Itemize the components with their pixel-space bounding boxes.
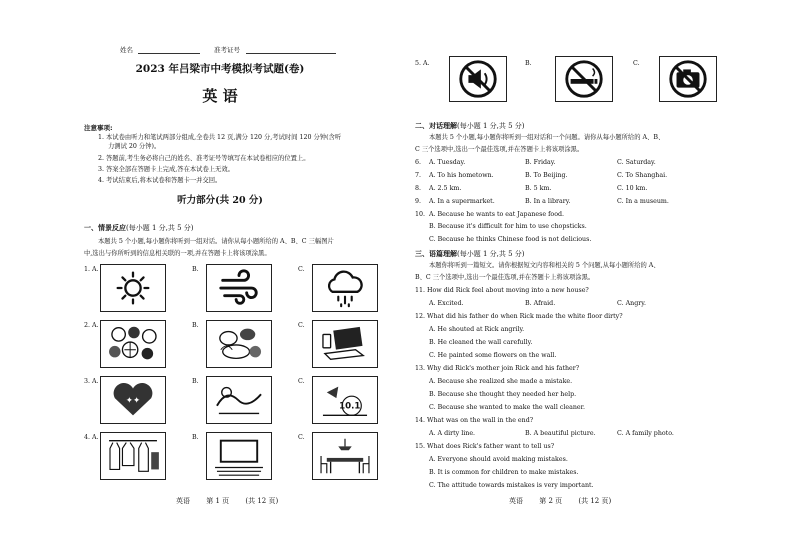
q7-number: 7. <box>415 172 422 179</box>
q1-c-label: C. <box>298 266 305 273</box>
q7-option-c[interactable]: C. To Shanghai. <box>617 172 668 179</box>
listening-part-title: 听力部分(共 20 分) <box>177 195 263 206</box>
q2-a-label: 2. A. <box>84 322 99 329</box>
notice-item: 力测试 20 分钟)。 <box>108 143 161 150</box>
footer-page-number: 第 1 页 <box>206 497 230 505</box>
q13-option-c[interactable]: C. Because she wanted to make the wall cleaner. <box>429 404 585 411</box>
svg-text:✦✦: ✦✦ <box>125 395 141 406</box>
footer-page1 <box>176 497 278 505</box>
q10-option-b[interactable]: B. Because it's difficult for him to use chopsticks. <box>429 223 587 230</box>
q4-option-b-screen[interactable] <box>206 432 272 480</box>
footer-total-pages: (共 12 页) <box>245 497 279 505</box>
q4-option-a-clothes[interactable] <box>100 432 166 480</box>
q12-option-b[interactable]: B. He cleaned the wall carefully. <box>429 339 533 346</box>
rain-cloud-icon <box>313 265 377 311</box>
section3-scoring: (每小题 1 分,共 5 分) <box>457 250 525 258</box>
q14-stem: 14. What was on the wall in the end? <box>415 417 534 424</box>
q5-option-b-no-smoking[interactable] <box>555 56 613 102</box>
footer-page-number: 第 2 页 <box>539 497 563 505</box>
q5-c-label: C. <box>633 60 640 67</box>
section1-intro: 本题共 5 个小题,每小题你将听到一组对话。请你从每小题所给的 A、B、C 三幅图片 <box>98 238 334 245</box>
q4-c-label: C. <box>298 434 305 441</box>
q4-b-label: B. <box>192 434 199 441</box>
section2-heading <box>415 122 525 130</box>
q8-option-a[interactable]: A. 2.5 km. <box>429 185 462 192</box>
q6-option-c[interactable]: C. Saturday. <box>617 159 656 166</box>
notice-heading: 注意事项: <box>84 124 113 132</box>
notice-item: 1. 本试卷由听力和笔试两部分组成,全卷共 12 页,满分 120 分,考试时间 120 分钟(含听 <box>98 134 342 141</box>
national-day-text: 10.1 <box>339 401 361 412</box>
footer-total-pages: (共 12 页) <box>578 497 612 505</box>
subject-title: 英 语 <box>202 87 238 105</box>
q4-a-label: 4. A. <box>84 434 99 441</box>
exam-title: 2023 年吕梁市中考模拟考试题(卷) <box>135 63 305 75</box>
no-smoking-icon <box>556 57 612 101</box>
section2-title: 二、对话理解 <box>415 122 457 130</box>
q3-a-label: 3. A. <box>84 378 99 385</box>
section3-intro: 本题你将听到一篇短文。请你根据短文内容和相关的 5 个问题,从每小题所给的 A、 <box>429 262 660 269</box>
section3-title: 三、语篇理解 <box>415 250 457 258</box>
q5-option-a-no-noise[interactable] <box>449 56 507 102</box>
q1-b-label: B. <box>192 266 199 273</box>
q12-option-a[interactable]: A. He shouted at Rick angrily. <box>429 326 525 333</box>
q10-option-c[interactable]: C. Because he thinks Chinese food is not delicious. <box>429 236 592 243</box>
dining-table-icon <box>313 433 377 479</box>
section2-intro: 本题共 5 个小题,每小题你将听到一组对话和一个问题。请你从每小题所给的 A、B、 <box>429 134 665 141</box>
q2-c-label: C. <box>298 322 305 329</box>
footer-subject: 英语 <box>509 497 523 505</box>
q3-option-c-national-day[interactable] <box>312 376 378 424</box>
q11-stem: 11. How did Rick feel about moving into a new house? <box>415 287 589 294</box>
q2-option-b-fruits[interactable] <box>206 320 272 368</box>
clothes-rack-icon <box>101 433 165 479</box>
q13-option-a[interactable]: A. Because she realized she made a mistake. <box>429 378 573 385</box>
q6-option-b[interactable]: B. Friday. <box>525 159 556 166</box>
section2-scoring: (每小题 1 分,共 5 分) <box>457 122 525 130</box>
section3-heading <box>415 250 525 258</box>
q14-option-a[interactable]: A. A dirty line. <box>429 430 476 437</box>
exam-page-2 <box>397 0 794 543</box>
cinema-screen-icon <box>207 433 271 479</box>
q10-number: 10. <box>415 211 426 218</box>
fruit-vegetable-icon <box>207 321 271 367</box>
national-day-icon <box>313 377 377 423</box>
q7-option-a[interactable]: A. To his hometown. <box>429 172 494 179</box>
q5-option-c-no-photos[interactable] <box>659 56 717 102</box>
q3-c-label: C. <box>298 378 305 385</box>
q1-option-a-sun[interactable] <box>100 264 166 312</box>
q15-option-c[interactable]: C. The attitude towards mistakes is very important. <box>429 482 594 489</box>
q14-option-c[interactable]: C. A family photo. <box>617 430 674 437</box>
q1-option-c-rain[interactable] <box>312 264 378 312</box>
section3-intro: B、C 三个选项中,选出一个最佳选项,并在答题卡上将该项涂黑。 <box>415 274 595 281</box>
q3-option-a-poster[interactable] <box>100 376 166 424</box>
q6-option-a[interactable]: A. Tuesday. <box>429 159 466 166</box>
section1-title: 一、情景反应 <box>84 224 126 232</box>
sun-icon <box>101 265 165 311</box>
q8-number: 8. <box>415 185 422 192</box>
q15-stem: 15. What does Rick's father want to tell us? <box>415 443 555 450</box>
q9-number: 9. <box>415 198 422 205</box>
heart-poster-icon <box>101 377 165 423</box>
q13-option-b[interactable]: B. Because she thought they needed her help. <box>429 391 577 398</box>
q8-option-b[interactable]: B. 5 km. <box>525 185 552 192</box>
q3-b-label: B. <box>192 378 199 385</box>
q8-option-c[interactable]: C. 10 km. <box>617 185 648 192</box>
q11-option-a[interactable]: A. Excited. <box>429 300 464 307</box>
q4-option-c-restaurant[interactable] <box>312 432 378 480</box>
exam-id-label: 准考证号 <box>214 46 240 54</box>
name-field-line[interactable] <box>138 53 200 54</box>
section1-heading <box>84 224 194 232</box>
wind-icon <box>207 265 271 311</box>
section1-intro: 中,选出与你所听到的信息相关联的一项,并在答题卡上将该项涂黑。 <box>84 250 271 257</box>
section1-scoring: (每小题 1 分,共 5 分) <box>126 224 194 232</box>
q1-option-b-wind[interactable] <box>206 264 272 312</box>
q3-option-b-poster[interactable] <box>206 376 272 424</box>
notice-item: 2. 答题前,考生务必将自己的姓名、准考证号等填写在本试卷相应的位置上。 <box>98 155 310 162</box>
q14-option-b[interactable]: B. A beautiful picture. <box>525 430 596 437</box>
name-label: 姓名 <box>120 46 133 54</box>
q1-a-label: 1. A. <box>84 266 99 273</box>
q7-option-b[interactable]: B. To Beijing. <box>525 172 568 179</box>
q9-option-c[interactable]: C. In a museum. <box>617 198 669 205</box>
q6-number: 6. <box>415 159 422 166</box>
q11-option-b[interactable]: B. Afraid. <box>525 300 556 307</box>
sports-balls-icon <box>101 321 165 367</box>
q9-option-a[interactable]: A. In a supermarket. <box>429 198 495 205</box>
q10-option-a[interactable]: A. Because he wants to eat Japanese food. <box>429 211 565 218</box>
q5-b-label: B. <box>525 60 532 67</box>
q2-option-a-balls[interactable] <box>100 320 166 368</box>
q5-a-label: 5. A. <box>415 60 430 67</box>
q2-option-c-devices[interactable] <box>312 320 378 368</box>
notice-item: 4. 考试结束后,将本试卷和答题卡一并交回。 <box>98 177 222 184</box>
footer-subject: 英语 <box>176 497 190 505</box>
exam-id-field-line[interactable] <box>246 53 336 54</box>
no-photography-icon <box>660 57 716 101</box>
laptop-phone-icon <box>313 321 377 367</box>
footer-page2 <box>509 497 611 505</box>
notice-item: 3. 答案全部在答题卡上完成,答在本试卷上无效。 <box>98 166 234 173</box>
section2-intro: C 三个选项中,选出一个最佳选项,并在答题卡上将该项涂黑。 <box>415 146 584 153</box>
festival-poster-icon <box>207 377 271 423</box>
q9-option-b[interactable]: B. In a library. <box>525 198 571 205</box>
q15-option-a[interactable]: A. Everyone should avoid making mistakes. <box>429 456 568 463</box>
q12-stem: 12. What did his father do when Rick made the white floor dirty? <box>415 313 623 320</box>
q2-b-label: B. <box>192 322 199 329</box>
no-loud-speaker-icon <box>450 57 506 101</box>
q13-stem: 13. Why did Rick's mother join Rick and his father? <box>415 365 580 372</box>
q15-option-b[interactable]: B. It is common for children to make mistakes. <box>429 469 579 476</box>
q11-option-c[interactable]: C. Angry. <box>617 300 646 307</box>
q12-option-c[interactable]: C. He painted some flowers on the wall. <box>429 352 557 359</box>
